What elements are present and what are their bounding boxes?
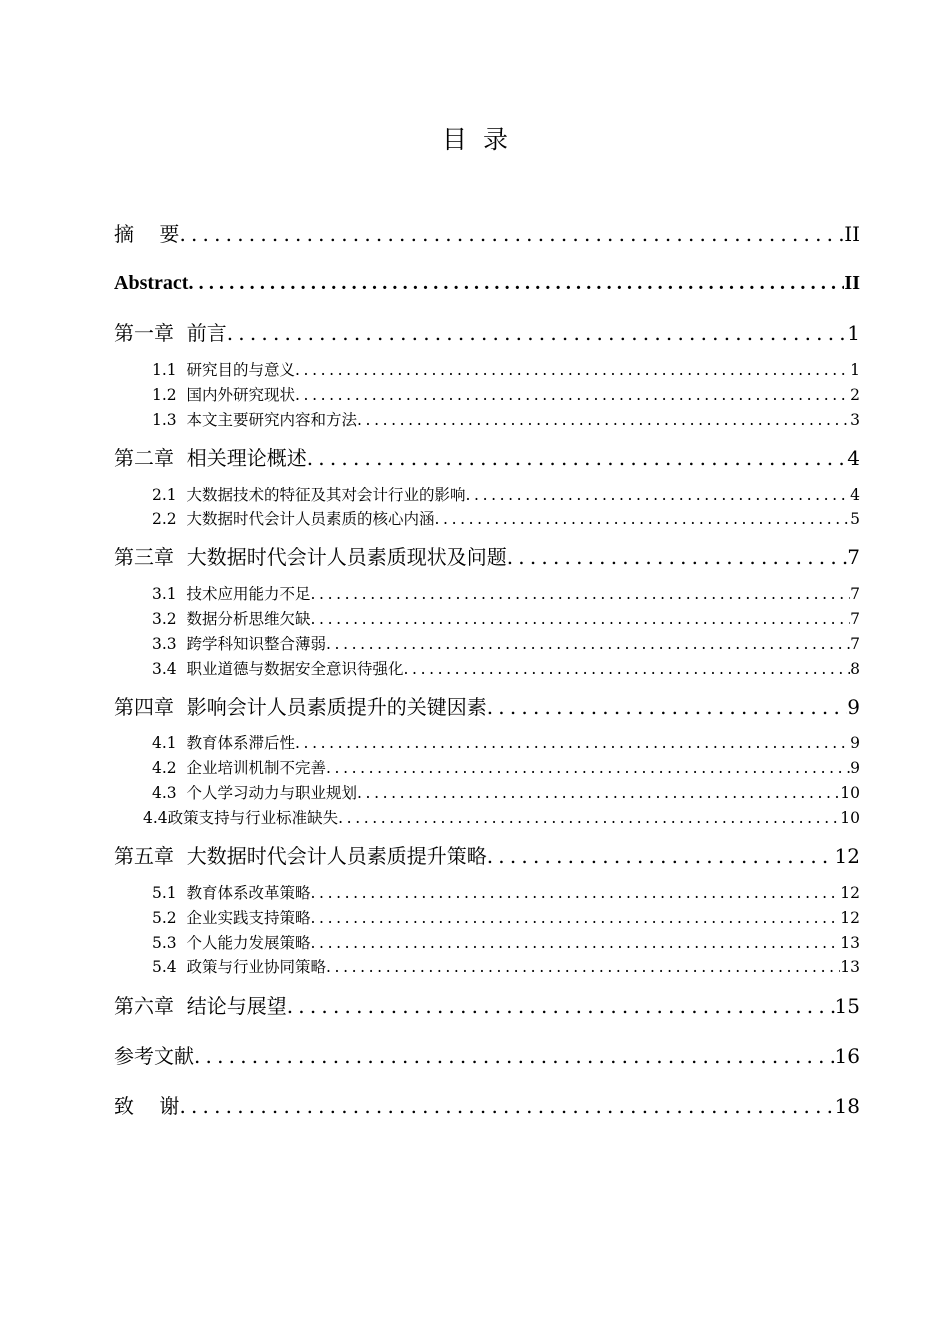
toc-entry-title: 1.3 本文主要研究内容和方法 — [152, 411, 358, 429]
toc-page-number: 9 — [847, 695, 860, 719]
toc-entry-section-2-2[interactable] — [114, 508, 860, 530]
toc-page-number: 13 — [840, 934, 860, 952]
toc-page-number: 7 — [847, 545, 860, 569]
toc-entry-section-4-1[interactable] — [114, 732, 860, 754]
toc-dot-leader — [295, 359, 850, 381]
toc-dot-leader — [466, 484, 851, 506]
toc-page-number: 3 — [850, 411, 860, 429]
toc-entry-title: 摘 要 — [114, 222, 180, 246]
toc-dot-leader — [287, 993, 835, 1019]
toc-entry-section-3-2[interactable] — [114, 608, 860, 630]
toc-entry-title: Abstract — [114, 272, 189, 294]
toc-page-number: 10 — [840, 809, 860, 827]
toc-page-number: 12 — [840, 909, 860, 927]
toc-entry-title: 4.2 企业培训机制不完善 — [152, 759, 327, 777]
toc-entry-section-3-4[interactable] — [114, 658, 860, 680]
toc-entry-section-3-1[interactable] — [114, 583, 860, 605]
toc-dot-leader — [179, 221, 844, 247]
toc-page-number: II — [844, 222, 860, 246]
toc-dot-leader — [507, 544, 848, 570]
toc-entry-title: 5.1 教育体系改革策略 — [152, 884, 311, 902]
page-title: 目 录 — [442, 125, 508, 154]
toc-entry-title: 致 谢 — [114, 1094, 180, 1118]
toc-entry-title: 3.1 技术应用能力不足 — [152, 585, 311, 603]
toc-entry-section-1-1[interactable] — [114, 359, 860, 381]
toc-entry-title: 第一章 前言 — [114, 321, 227, 345]
toc-dot-leader — [194, 1043, 835, 1069]
toc-dot-leader — [311, 583, 851, 605]
toc-entry-section-4-2[interactable] — [114, 757, 860, 779]
toc-entry-section-5-3[interactable] — [114, 932, 860, 954]
toc-entry-section-4-3[interactable] — [114, 782, 860, 804]
toc-dot-leader — [311, 882, 841, 904]
toc-page-number: 13 — [840, 958, 860, 976]
toc-entry-acknowledgements[interactable] — [114, 1093, 860, 1119]
toc-entry-abstract-zh[interactable] — [114, 221, 860, 247]
toc-dot-leader — [357, 782, 840, 804]
toc-entry-title: 3.2 数据分析思维欠缺 — [152, 610, 311, 628]
toc-dot-leader — [311, 907, 841, 929]
toc-entry-title: 1.2 国内外研究现状 — [152, 386, 296, 404]
toc-entry-title: 3.3 跨学科知识整合薄弱 — [152, 635, 327, 653]
toc-entry-title: 2.1 大数据技术的特征及其对会计行业的影响 — [152, 486, 466, 504]
toc-dot-leader — [295, 384, 850, 406]
toc-page-number: 10 — [840, 784, 860, 802]
toc-page-number: 5 — [850, 510, 860, 528]
toc-page-number: 18 — [834, 1094, 860, 1118]
toc-page-number: II — [844, 272, 860, 294]
toc-dot-leader — [307, 445, 848, 471]
toc-dot-leader — [487, 843, 835, 869]
toc-dot-leader — [179, 1093, 834, 1119]
toc-page-number: 2 — [850, 386, 860, 404]
toc-entry-title: 1.1 研究目的与意义 — [152, 361, 296, 379]
toc-dot-leader — [357, 409, 850, 431]
toc-entry-section-5-1[interactable] — [114, 882, 860, 904]
toc-entry-section-5-2[interactable] — [114, 907, 860, 929]
toc-entry-chapter-1[interactable] — [114, 320, 860, 346]
toc-page-number: 7 — [850, 610, 860, 628]
toc-entry-references[interactable] — [114, 1043, 860, 1069]
toc-page-number: 9 — [850, 759, 860, 777]
toc-entry-title: 4.1 教育体系滞后性 — [152, 734, 296, 752]
toc-page-number: 15 — [834, 994, 860, 1018]
toc-entry-title: 第二章 相关理论概述 — [114, 446, 307, 470]
toc-dot-leader — [338, 807, 840, 829]
toc-entry-chapter-6[interactable] — [114, 993, 860, 1019]
toc-entry-title: 参考文献 — [114, 1044, 194, 1068]
toc-entry-title: 2.2 大数据时代会计人员素质的核心内涵 — [152, 510, 435, 528]
toc-dot-leader — [326, 757, 850, 779]
toc-dot-leader — [227, 320, 848, 346]
toc-entry-chapter-3[interactable] — [114, 544, 860, 570]
toc-entry-title: 4.4政策支持与行业标准缺失 — [143, 809, 339, 827]
toc-entry-title: 5.2 企业实践支持策略 — [152, 909, 311, 927]
toc-entry-title: 5.4 政策与行业协同策略 — [152, 958, 327, 976]
toc-page-number: 12 — [840, 884, 860, 902]
toc-entry-title: 3.4 职业道德与数据安全意识待强化 — [152, 660, 404, 678]
toc-dot-leader — [311, 608, 851, 630]
toc-dot-leader — [404, 658, 851, 680]
toc-entry-section-1-2[interactable] — [114, 384, 860, 406]
toc-dot-leader — [295, 732, 850, 754]
toc-dot-leader — [311, 932, 841, 954]
toc-entry-section-1-3[interactable] — [114, 409, 860, 431]
toc-entry-section-2-1[interactable] — [114, 484, 860, 506]
toc-entry-section-5-4[interactable] — [114, 956, 860, 978]
toc-page-number: 8 — [850, 660, 860, 678]
toc-dot-leader — [435, 508, 851, 530]
toc-entry-chapter-4[interactable] — [114, 694, 860, 720]
toc-entry-chapter-5[interactable] — [114, 843, 860, 869]
toc-page-number: 7 — [850, 585, 860, 603]
toc-page-number: 1 — [847, 321, 860, 345]
toc-entry-chapter-2[interactable] — [114, 445, 860, 471]
toc-entry-abstract-en[interactable] — [114, 270, 860, 296]
toc-page-number: 16 — [834, 1044, 860, 1068]
toc-page-number: 12 — [834, 844, 860, 868]
toc-entry-title: 5.3 个人能力发展策略 — [152, 934, 311, 952]
toc-entry-section-4-4[interactable] — [114, 807, 860, 829]
toc-entry-title: 4.3 个人学习动力与职业规划 — [152, 784, 358, 802]
toc-entry-title: 第五章 大数据时代会计人员素质提升策略 — [114, 844, 487, 868]
toc-dot-leader — [188, 270, 844, 296]
toc-page-number: 9 — [850, 734, 860, 752]
toc-entry-title: 第三章 大数据时代会计人员素质现状及问题 — [114, 545, 507, 569]
toc-entry-section-3-3[interactable] — [114, 633, 860, 655]
toc-entry-title: 第六章 结论与展望 — [114, 994, 287, 1018]
toc-entry-title: 第四章 影响会计人员素质提升的关键因素 — [114, 695, 487, 719]
toc-dot-leader — [326, 633, 850, 655]
toc-page-number: 1 — [850, 361, 860, 379]
toc-dot-leader — [326, 956, 840, 978]
toc-page-number: 7 — [850, 635, 860, 653]
toc-page-number: 4 — [847, 446, 860, 470]
toc-dot-leader — [487, 694, 848, 720]
toc-page-number: 4 — [850, 486, 860, 504]
